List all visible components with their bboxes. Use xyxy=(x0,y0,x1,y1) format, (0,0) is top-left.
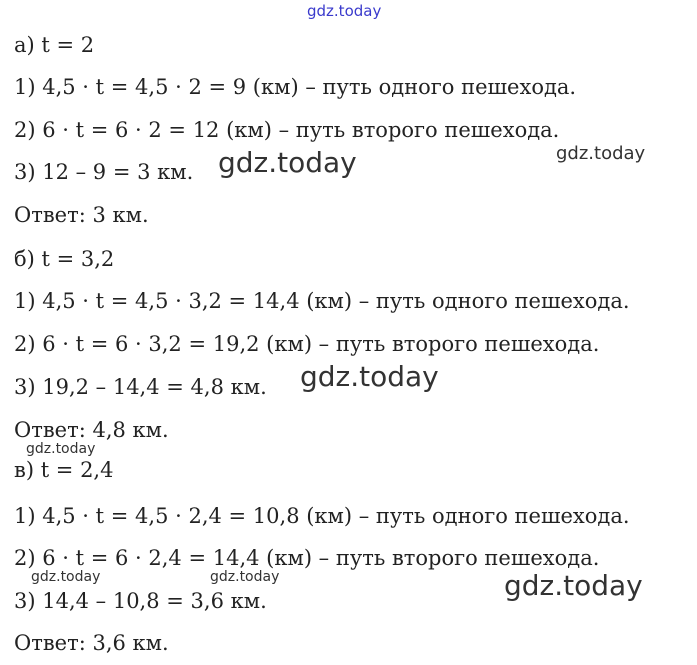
part-c-step-3: 3) 14,4 – 10,8 = 3,6 км. xyxy=(14,589,267,613)
watermark-3: gdz.today xyxy=(300,360,439,393)
part-b-step-1: 1) 4,5 · t = 4,5 · 3,2 = 14,4 (км) – путь одного пешехода. xyxy=(14,289,630,313)
part-b-answer: Ответ: 4,8 км. xyxy=(14,418,169,442)
part-b-step-3: 3) 19,2 – 14,4 = 4,8 км. xyxy=(14,375,267,399)
watermark-4: gdz.today xyxy=(26,441,96,457)
watermark-6: gdz.today xyxy=(210,569,280,585)
part-c-step-2: 2) 6 · t = 6 · 2,4 = 14,4 (км) – путь второго пешехода. xyxy=(14,546,600,570)
watermark-1: gdz.today xyxy=(218,146,357,179)
part-c-header: в) t = 2,4 xyxy=(14,458,114,482)
watermark-7: gdz.today xyxy=(504,569,643,602)
part-b-header: б) t = 3,2 xyxy=(14,247,115,271)
part-c-step-1: 1) 4,5 · t = 4,5 · 2,4 = 10,8 (км) – путь одного пешехода. xyxy=(14,504,630,528)
part-c-answer: Ответ: 3,6 км. xyxy=(14,631,169,655)
watermark-top: gdz.today xyxy=(307,2,382,20)
watermark-5: gdz.today xyxy=(31,569,101,585)
watermark-2: gdz.today xyxy=(556,143,646,164)
part-a-header: а) t = 2 xyxy=(14,33,95,57)
part-a-step-1: 1) 4,5 · t = 4,5 · 2 = 9 (км) – путь одного пешехода. xyxy=(14,75,577,99)
part-a-step-2: 2) 6 · t = 6 · 2 = 12 (км) – путь второго пешехода. xyxy=(14,118,560,142)
part-a-answer: Ответ: 3 км. xyxy=(14,203,149,227)
part-b-step-2: 2) 6 · t = 6 · 3,2 = 19,2 (км) – путь второго пешехода. xyxy=(14,332,600,356)
part-a-step-3: 3) 12 – 9 = 3 км. xyxy=(14,160,194,184)
